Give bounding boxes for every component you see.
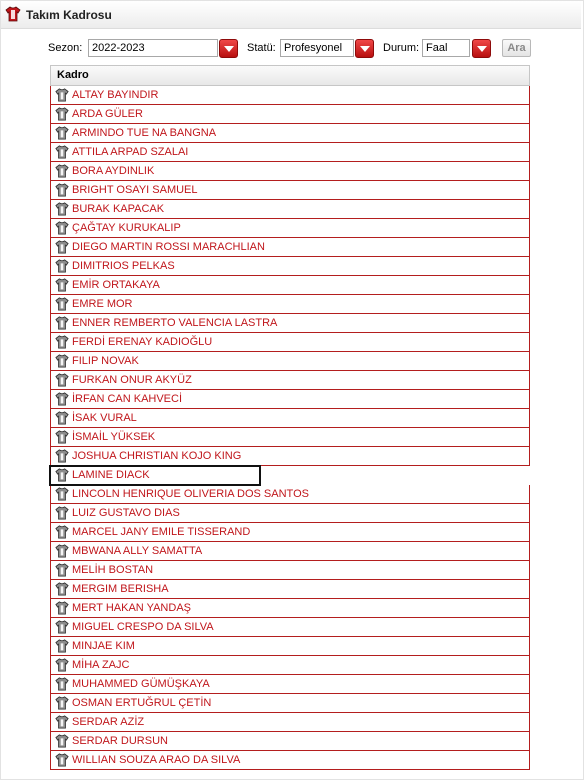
shirt-icon bbox=[55, 221, 69, 235]
table-row[interactable] bbox=[50, 485, 530, 504]
shirt-icon bbox=[55, 316, 69, 330]
search-button[interactable]: Ara bbox=[502, 39, 531, 57]
shirt-icon bbox=[55, 107, 69, 121]
player-name-link[interactable]: ÇAĞTAY KURUKALIP bbox=[72, 222, 181, 234]
shirt-icon bbox=[55, 373, 69, 387]
shirt-icon bbox=[5, 6, 21, 22]
player-name-link[interactable]: ALTAY BAYINDIR bbox=[72, 89, 159, 101]
shirt-icon bbox=[55, 544, 69, 558]
season-select[interactable]: 2022-2023 bbox=[88, 39, 218, 57]
player-name-link[interactable]: ENNER REMBERTO VALENCIA LASTRA bbox=[72, 317, 278, 329]
shirt-icon bbox=[55, 297, 69, 311]
shirt-icon bbox=[55, 411, 69, 425]
title-bar bbox=[1, 1, 581, 29]
shirt-icon bbox=[55, 354, 69, 368]
table-row[interactable] bbox=[50, 751, 530, 770]
table-row-selected[interactable] bbox=[50, 466, 260, 485]
table-row[interactable] bbox=[50, 428, 530, 447]
table-row[interactable] bbox=[50, 295, 530, 314]
table-row[interactable] bbox=[50, 257, 530, 276]
shirt-icon bbox=[55, 240, 69, 254]
shirt-icon bbox=[55, 506, 69, 520]
table-row[interactable] bbox=[50, 409, 530, 428]
player-name-link[interactable]: FURKAN ONUR AKYÜZ bbox=[72, 374, 192, 386]
shirt-icon bbox=[55, 392, 69, 406]
player-name-link[interactable]: MARCEL JANY EMILE TISSERAND bbox=[72, 526, 251, 538]
player-name-link[interactable]: LAMINE DIACK bbox=[72, 469, 150, 481]
shirt-icon bbox=[55, 601, 69, 615]
table-row[interactable] bbox=[50, 181, 530, 200]
table-row[interactable] bbox=[50, 732, 530, 751]
player-name-link[interactable]: MİHA ZAJC bbox=[72, 659, 130, 671]
shirt-icon bbox=[55, 430, 69, 444]
player-name-link[interactable]: MELİH BOSTAN bbox=[72, 564, 154, 576]
table-row[interactable] bbox=[50, 542, 530, 561]
table-row[interactable] bbox=[50, 599, 530, 618]
table-row[interactable] bbox=[50, 219, 530, 238]
shirt-icon bbox=[55, 582, 69, 596]
table-row[interactable] bbox=[50, 523, 530, 542]
table-row[interactable] bbox=[50, 238, 530, 257]
shirt-icon bbox=[55, 259, 69, 273]
player-name-link[interactable]: İRFAN CAN KAHVECİ bbox=[72, 393, 183, 405]
table-row[interactable] bbox=[50, 637, 530, 656]
shirt-icon bbox=[55, 126, 69, 140]
table-row[interactable] bbox=[50, 86, 530, 105]
shirt-icon bbox=[55, 335, 69, 349]
window-title: Takım Kadrosu bbox=[26, 8, 112, 22]
player-name-link[interactable]: BURAK KAPACAK bbox=[72, 203, 165, 215]
table-row[interactable] bbox=[50, 124, 530, 143]
player-name-link[interactable]: ARMINDO TUE NA BANGNA bbox=[72, 127, 217, 139]
season-label: Sezon: bbox=[48, 42, 83, 54]
status-dropdown-button[interactable] bbox=[355, 39, 374, 58]
table-header: Kadro bbox=[50, 65, 530, 86]
shirt-icon bbox=[55, 753, 69, 767]
table-row[interactable] bbox=[50, 371, 530, 390]
shirt-icon bbox=[55, 658, 69, 672]
player-name-link[interactable]: MIGUEL CRESPO DA SILVA bbox=[72, 621, 214, 633]
status-select[interactable]: Profesyonel bbox=[280, 39, 354, 57]
table-row[interactable] bbox=[50, 143, 530, 162]
table-row[interactable] bbox=[50, 447, 530, 466]
player-name-link[interactable]: WILLIAN SOUZA ARAO DA SILVA bbox=[72, 754, 241, 766]
shirt-icon bbox=[55, 715, 69, 729]
player-name-link[interactable]: FILIP NOVAK bbox=[72, 355, 139, 367]
shirt-icon bbox=[55, 145, 69, 159]
player-name-link[interactable]: SERDAR DURSUN bbox=[72, 735, 168, 747]
player-name-link[interactable]: MERGIM BERISHA bbox=[72, 583, 169, 595]
table-row[interactable] bbox=[50, 352, 530, 371]
state-dropdown-button[interactable] bbox=[472, 39, 491, 58]
table-body bbox=[50, 86, 530, 770]
shirt-icon bbox=[55, 164, 69, 178]
shirt-icon bbox=[55, 620, 69, 634]
table-row[interactable] bbox=[50, 618, 530, 637]
player-name-link[interactable]: ARDA GÜLER bbox=[72, 108, 143, 120]
table-row[interactable] bbox=[50, 314, 530, 333]
state-select[interactable]: Faal bbox=[422, 39, 470, 57]
shirt-icon bbox=[55, 183, 69, 197]
shirt-icon bbox=[55, 487, 69, 501]
table-row[interactable] bbox=[50, 694, 530, 713]
player-name-link[interactable]: İSMAİL YÜKSEK bbox=[72, 431, 156, 443]
player-name-link[interactable]: MINJAE KIM bbox=[72, 640, 135, 652]
table-row[interactable] bbox=[50, 675, 530, 694]
player-name-link[interactable]: MERT HAKAN YANDAŞ bbox=[72, 602, 191, 614]
table-row[interactable] bbox=[50, 162, 530, 181]
shirt-icon bbox=[55, 88, 69, 102]
player-name-link[interactable]: OSMAN ERTUĞRUL ÇETİN bbox=[72, 697, 212, 709]
player-name-link[interactable]: JOSHUA CHRISTIAN KOJO KING bbox=[72, 450, 242, 462]
status-label: Statü: bbox=[247, 42, 276, 54]
player-name-link[interactable]: SERDAR AZİZ bbox=[72, 716, 145, 728]
shirt-icon bbox=[55, 563, 69, 577]
player-name-link[interactable]: MUHAMMED GÜMÜŞKAYA bbox=[72, 678, 210, 690]
shirt-icon bbox=[55, 468, 69, 482]
state-label: Durum: bbox=[383, 42, 420, 54]
squad-table bbox=[50, 65, 530, 770]
season-dropdown-button[interactable] bbox=[219, 39, 238, 58]
player-name-link[interactable]: FERDİ ERENAY KADIOĞLU bbox=[72, 336, 213, 348]
table-row[interactable] bbox=[50, 580, 530, 599]
table-row[interactable] bbox=[50, 504, 530, 523]
player-name-link[interactable]: MBWANA ALLY SAMATTA bbox=[72, 545, 203, 557]
table-row[interactable] bbox=[50, 656, 530, 675]
table-row[interactable] bbox=[50, 200, 530, 219]
player-name-link[interactable]: İSAK VURAL bbox=[72, 412, 137, 424]
shirt-icon bbox=[55, 278, 69, 292]
shirt-icon bbox=[55, 525, 69, 539]
table-row[interactable] bbox=[50, 276, 530, 295]
player-name-link[interactable]: ATTILA ARPAD SZALAI bbox=[72, 146, 189, 158]
table-row[interactable] bbox=[50, 390, 530, 409]
player-name-link[interactable]: EMRE MOR bbox=[72, 298, 133, 310]
player-name-link[interactable]: BORA AYDINLIK bbox=[72, 165, 155, 177]
table-row[interactable] bbox=[50, 105, 530, 124]
shirt-icon bbox=[55, 677, 69, 691]
shirt-icon bbox=[55, 202, 69, 216]
shirt-icon bbox=[55, 449, 69, 463]
shirt-icon bbox=[55, 734, 69, 748]
table-row[interactable] bbox=[50, 333, 530, 352]
player-name-link[interactable]: EMİR ORTAKAYA bbox=[72, 279, 160, 291]
table-row[interactable] bbox=[50, 713, 530, 732]
shirt-icon bbox=[55, 696, 69, 710]
player-name-link[interactable]: BRIGHT OSAYI SAMUEL bbox=[72, 184, 198, 196]
player-name-link[interactable]: LINCOLN HENRIQUE OLIVERIA DOS SANTOS bbox=[72, 488, 309, 500]
filter-bar bbox=[0, 38, 584, 62]
player-name-link[interactable]: DIMITRIOS PELKAS bbox=[72, 260, 175, 272]
player-name-link[interactable]: DIEGO MARTIN ROSSI MARACHLIAN bbox=[72, 241, 265, 253]
shirt-icon bbox=[55, 639, 69, 653]
player-name-link[interactable]: LUIZ GUSTAVO DIAS bbox=[72, 507, 180, 519]
table-row[interactable] bbox=[50, 561, 530, 580]
